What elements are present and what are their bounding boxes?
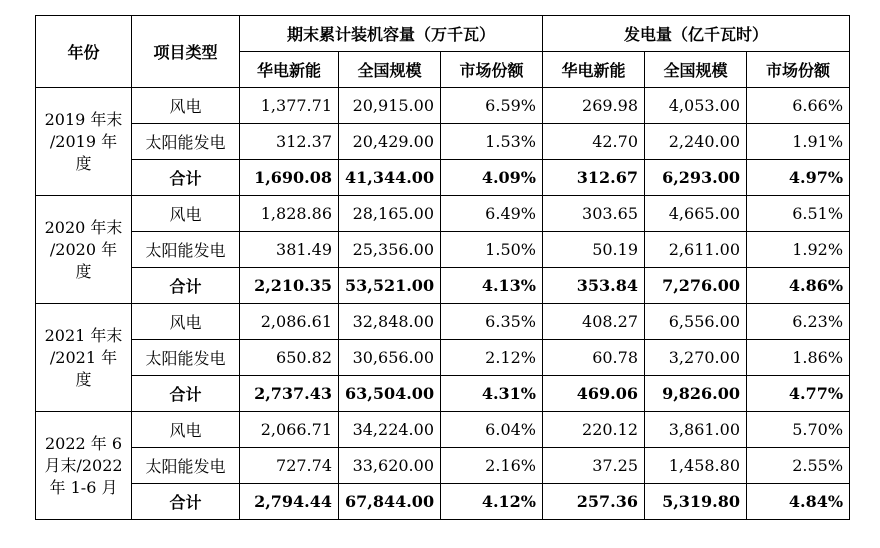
cell-gen-share: 6.51% (747, 196, 850, 232)
cell-cap-hd: 650.82 (240, 340, 339, 376)
table-row (36, 232, 850, 268)
period-label (36, 196, 132, 304)
period-label-line: /2021 年度 (49, 347, 118, 389)
project-type: 太阳能发电 (132, 448, 240, 484)
cell-cap-share: 4.31% (441, 376, 543, 412)
cell-gen-share: 1.92% (747, 232, 850, 268)
cell-gen-share: 1.86% (747, 340, 850, 376)
header-capacity-group: 期末累计装机容量（万千瓦） (240, 16, 543, 52)
cell-cap-hd: 2,066.71 (240, 412, 339, 448)
table-row (36, 340, 850, 376)
table-row (36, 304, 850, 340)
cell-gen-share: 5.70% (747, 412, 850, 448)
market-share-table (35, 15, 850, 520)
table-row (36, 160, 850, 196)
project-type: 风电 (132, 304, 240, 340)
project-type: 合计 (132, 376, 240, 412)
cell-gen-hd: 269.98 (543, 88, 645, 124)
cell-gen-share: 4.86% (747, 268, 850, 304)
period-label-line: 月末/2022 (44, 455, 123, 475)
cell-cap-nat: 41,344.00 (339, 160, 441, 196)
cell-cap-nat: 28,165.00 (339, 196, 441, 232)
header-type: 项目类型 (132, 16, 240, 88)
cell-gen-nat: 4,665.00 (645, 196, 747, 232)
header-cap-share: 市场份额 (441, 52, 543, 88)
cell-gen-share: 4.97% (747, 160, 850, 196)
cell-cap-nat: 25,356.00 (339, 232, 441, 268)
cell-gen-nat: 6,293.00 (645, 160, 747, 196)
table-row (36, 268, 850, 304)
cell-gen-nat: 6,556.00 (645, 304, 747, 340)
cell-gen-hd: 50.19 (543, 232, 645, 268)
project-type: 风电 (132, 88, 240, 124)
project-type: 太阳能发电 (132, 124, 240, 160)
cell-cap-hd: 312.37 (240, 124, 339, 160)
cell-cap-share: 2.12% (441, 340, 543, 376)
cell-gen-hd: 312.67 (543, 160, 645, 196)
cell-gen-nat: 7,276.00 (645, 268, 747, 304)
cell-cap-share: 4.13% (441, 268, 543, 304)
cell-gen-nat: 2,240.00 (645, 124, 747, 160)
table-row (36, 484, 850, 520)
project-type: 太阳能发电 (132, 340, 240, 376)
header-gen-huadian: 华电新能 (543, 52, 645, 88)
project-type: 合计 (132, 160, 240, 196)
cell-gen-hd: 303.65 (543, 196, 645, 232)
cell-cap-nat: 67,844.00 (339, 484, 441, 520)
project-type: 风电 (132, 412, 240, 448)
cell-gen-hd: 60.78 (543, 340, 645, 376)
cell-cap-share: 4.12% (441, 484, 543, 520)
cell-gen-hd: 469.06 (543, 376, 645, 412)
table-header (36, 16, 850, 88)
cell-gen-hd: 37.25 (543, 448, 645, 484)
project-type: 合计 (132, 484, 240, 520)
period-label-line: 年 1-6 月 (49, 477, 118, 497)
header-year: 年份 (36, 16, 132, 88)
cell-cap-share: 1.53% (441, 124, 543, 160)
cell-cap-hd: 1,690.08 (240, 160, 339, 196)
period-label-line: /2019 年度 (49, 131, 118, 173)
period-label-line: /2020 年度 (49, 239, 118, 281)
period-label-line: 2019 年末 (44, 109, 123, 129)
cell-gen-nat: 2,611.00 (645, 232, 747, 268)
period-label (36, 412, 132, 520)
cell-cap-hd: 1,828.86 (240, 196, 339, 232)
cell-gen-share: 2.55% (747, 448, 850, 484)
period-label (36, 88, 132, 196)
cell-cap-share: 4.09% (441, 160, 543, 196)
cell-cap-hd: 727.74 (240, 448, 339, 484)
cell-gen-share: 6.23% (747, 304, 850, 340)
cell-gen-hd: 353.84 (543, 268, 645, 304)
header-cap-national: 全国规模 (339, 52, 441, 88)
table-row (36, 196, 850, 232)
period-label-line: 2021 年末 (44, 325, 123, 345)
cell-cap-nat: 34,224.00 (339, 412, 441, 448)
table-row (36, 448, 850, 484)
cell-gen-share: 1.91% (747, 124, 850, 160)
cell-gen-nat: 9,826.00 (645, 376, 747, 412)
cell-gen-share: 4.84% (747, 484, 850, 520)
table-body (36, 88, 850, 520)
cell-gen-nat: 1,458.80 (645, 448, 747, 484)
cell-cap-nat: 63,504.00 (339, 376, 441, 412)
cell-cap-share: 6.35% (441, 304, 543, 340)
header-generation-group: 发电量（亿千瓦时） (543, 16, 850, 52)
cell-gen-nat: 3,270.00 (645, 340, 747, 376)
cell-cap-share: 6.49% (441, 196, 543, 232)
period-label-line: 2020 年末 (44, 217, 123, 237)
cell-cap-nat: 53,521.00 (339, 268, 441, 304)
cell-cap-nat: 30,656.00 (339, 340, 441, 376)
project-type: 风电 (132, 196, 240, 232)
header-gen-share: 市场份额 (747, 52, 850, 88)
cell-cap-share: 6.04% (441, 412, 543, 448)
cell-gen-hd: 408.27 (543, 304, 645, 340)
table-row (36, 124, 850, 160)
table-row (36, 412, 850, 448)
cell-cap-hd: 2,210.35 (240, 268, 339, 304)
cell-cap-nat: 32,848.00 (339, 304, 441, 340)
cell-cap-share: 6.59% (441, 88, 543, 124)
table-row (36, 376, 850, 412)
cell-cap-nat: 20,915.00 (339, 88, 441, 124)
header-cap-huadian: 华电新能 (240, 52, 339, 88)
header-gen-national: 全国规模 (645, 52, 747, 88)
cell-cap-hd: 381.49 (240, 232, 339, 268)
cell-gen-hd: 220.12 (543, 412, 645, 448)
cell-gen-nat: 3,861.00 (645, 412, 747, 448)
table-row (36, 88, 850, 124)
cell-gen-nat: 4,053.00 (645, 88, 747, 124)
cell-cap-hd: 2,794.44 (240, 484, 339, 520)
cell-cap-share: 2.16% (441, 448, 543, 484)
cell-gen-share: 6.66% (747, 88, 850, 124)
cell-gen-share: 4.77% (747, 376, 850, 412)
cell-cap-hd: 1,377.71 (240, 88, 339, 124)
cell-gen-nat: 5,319.80 (645, 484, 747, 520)
cell-gen-hd: 42.70 (543, 124, 645, 160)
period-label (36, 304, 132, 412)
cell-cap-nat: 33,620.00 (339, 448, 441, 484)
period-label-line: 2022 年 6 (44, 433, 123, 453)
cell-cap-nat: 20,429.00 (339, 124, 441, 160)
project-type: 合计 (132, 268, 240, 304)
cell-cap-hd: 2,737.43 (240, 376, 339, 412)
cell-cap-hd: 2,086.61 (240, 304, 339, 340)
cell-gen-hd: 257.36 (543, 484, 645, 520)
project-type: 太阳能发电 (132, 232, 240, 268)
cell-cap-share: 1.50% (441, 232, 543, 268)
